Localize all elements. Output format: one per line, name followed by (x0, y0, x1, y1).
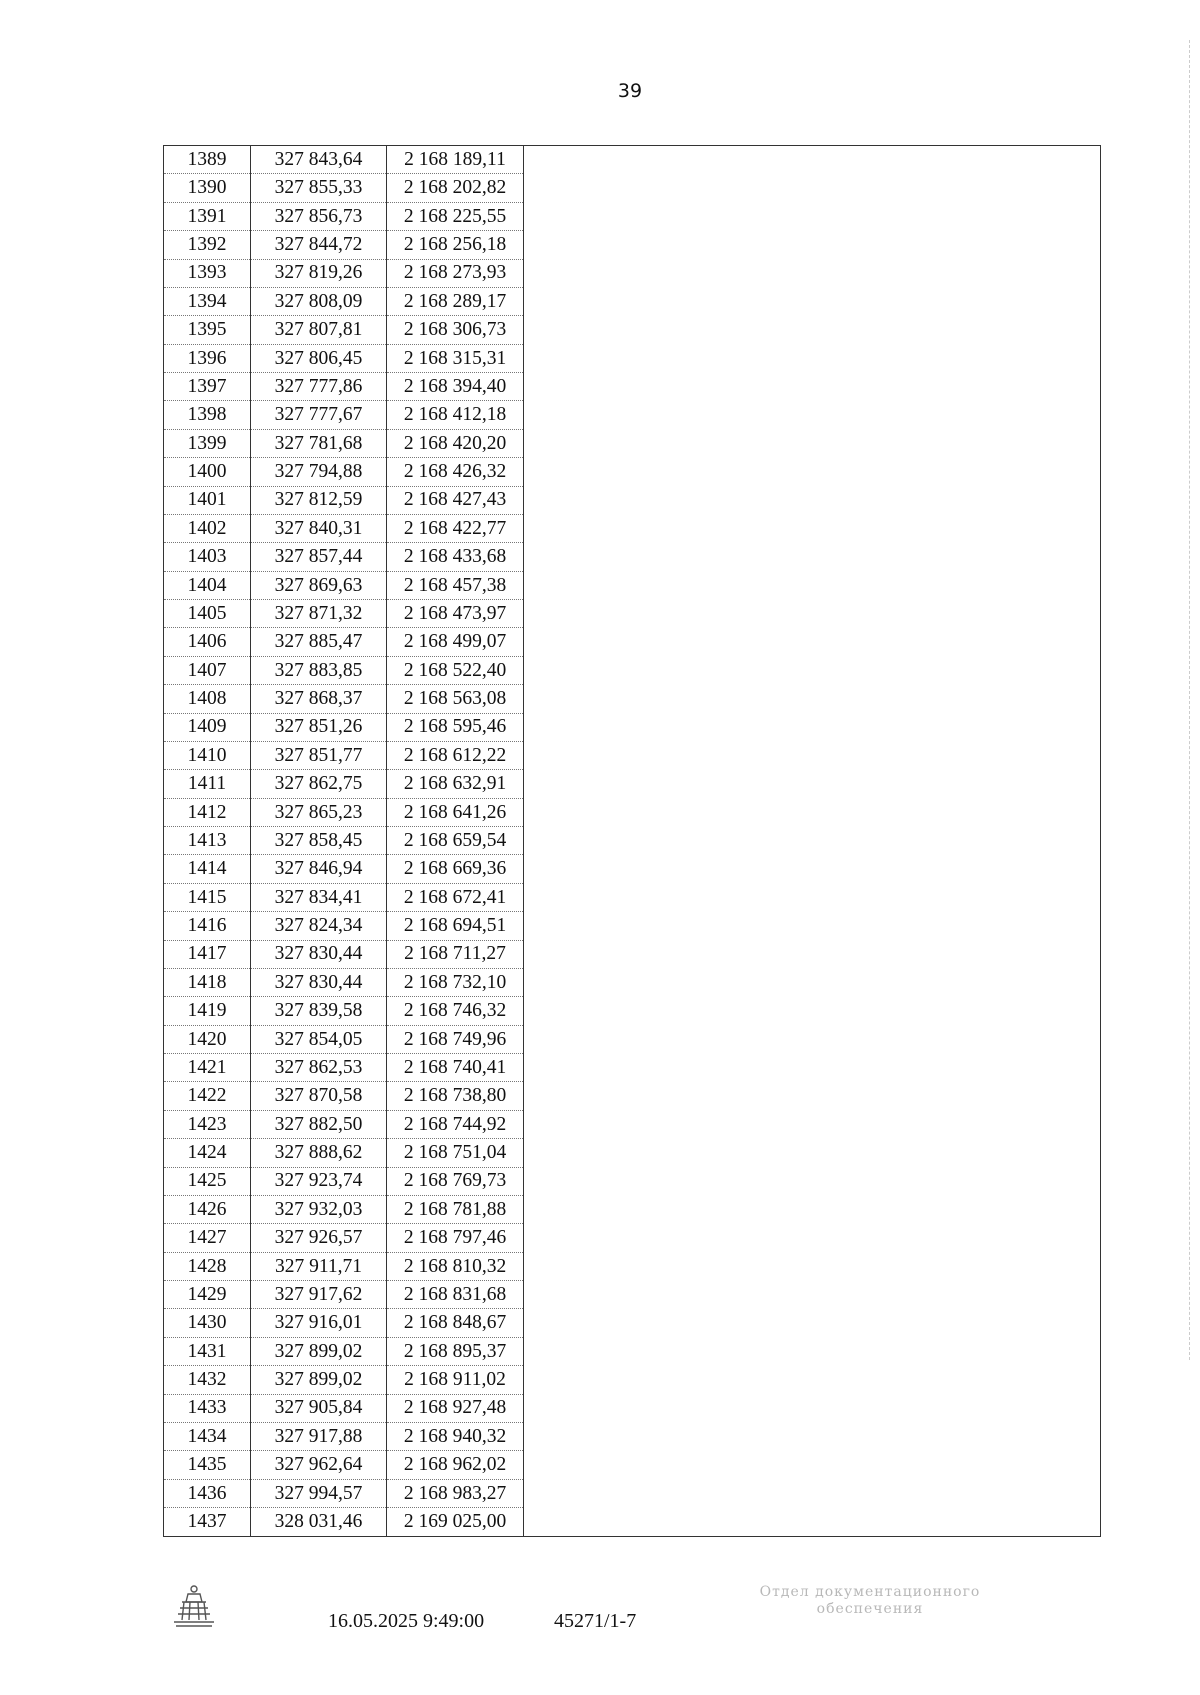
y-coordinate-cell: 2 168 962,02 (387, 1451, 524, 1479)
point-number-cell: 1424 (164, 1139, 251, 1167)
x-coordinate-cell: 327 777,67 (251, 401, 387, 429)
stamp-line-2: обеспечения (816, 1600, 924, 1617)
point-number-cell: 1420 (164, 1025, 251, 1053)
y-coordinate-cell: 2 168 315,31 (387, 344, 524, 372)
y-coordinate-cell: 2 168 732,10 (387, 968, 524, 996)
point-number-cell: 1417 (164, 940, 251, 968)
y-coordinate-cell: 2 168 256,18 (387, 231, 524, 259)
y-coordinate-cell: 2 168 433,68 (387, 543, 524, 571)
x-coordinate-cell: 327 862,53 (251, 1054, 387, 1082)
point-number-cell: 1418 (164, 968, 251, 996)
y-coordinate-cell: 2 168 669,36 (387, 855, 524, 883)
y-coordinate-cell: 2 168 202,82 (387, 174, 524, 202)
y-coordinate-cell: 2 168 895,37 (387, 1337, 524, 1365)
y-coordinate-cell: 2 168 831,68 (387, 1281, 524, 1309)
x-coordinate-cell: 327 899,02 (251, 1337, 387, 1365)
x-coordinate-cell: 327 962,64 (251, 1451, 387, 1479)
x-coordinate-cell: 327 854,05 (251, 1025, 387, 1053)
y-coordinate-cell: 2 168 522,40 (387, 656, 524, 684)
point-number-cell: 1422 (164, 1082, 251, 1110)
y-coordinate-cell: 2 168 694,51 (387, 912, 524, 940)
x-coordinate-cell: 327 806,45 (251, 344, 387, 372)
y-coordinate-cell: 2 168 457,38 (387, 571, 524, 599)
point-number-cell: 1421 (164, 1054, 251, 1082)
y-coordinate-cell: 2 168 426,32 (387, 458, 524, 486)
point-number-cell: 1426 (164, 1195, 251, 1223)
y-coordinate-cell: 2 168 632,91 (387, 770, 524, 798)
y-coordinate-cell: 2 168 746,32 (387, 997, 524, 1025)
x-coordinate-cell: 327 819,26 (251, 259, 387, 287)
x-coordinate-cell: 327 855,33 (251, 174, 387, 202)
x-coordinate-cell: 327 882,50 (251, 1110, 387, 1138)
point-number-cell: 1399 (164, 429, 251, 457)
x-coordinate-cell: 327 885,47 (251, 628, 387, 656)
x-coordinate-cell: 327 994,57 (251, 1479, 387, 1507)
footer-document-number: 45271/1-7 (554, 1610, 637, 1632)
point-number-cell: 1409 (164, 713, 251, 741)
y-coordinate-cell: 2 168 848,67 (387, 1309, 524, 1337)
y-coordinate-cell: 2 168 394,40 (387, 373, 524, 401)
x-coordinate-cell: 327 839,58 (251, 997, 387, 1025)
x-coordinate-cell: 327 871,32 (251, 600, 387, 628)
point-number-cell: 1411 (164, 770, 251, 798)
x-coordinate-cell: 327 840,31 (251, 514, 387, 542)
y-coordinate-cell: 2 168 273,93 (387, 259, 524, 287)
table-row (164, 146, 1101, 174)
x-coordinate-cell: 327 807,81 (251, 316, 387, 344)
y-coordinate-cell: 2 168 740,41 (387, 1054, 524, 1082)
point-number-cell: 1428 (164, 1252, 251, 1280)
point-number-cell: 1389 (164, 146, 251, 174)
y-coordinate-cell: 2 168 412,18 (387, 401, 524, 429)
point-number-cell: 1404 (164, 571, 251, 599)
x-coordinate-cell: 327 844,72 (251, 231, 387, 259)
point-number-cell: 1393 (164, 259, 251, 287)
x-coordinate-cell: 327 932,03 (251, 1195, 387, 1223)
x-coordinate-cell: 327 888,62 (251, 1139, 387, 1167)
emblem-logo (170, 1582, 218, 1628)
x-coordinate-cell: 327 926,57 (251, 1224, 387, 1252)
y-coordinate-cell: 2 168 473,97 (387, 600, 524, 628)
y-coordinate-cell: 2 168 781,88 (387, 1195, 524, 1223)
x-coordinate-cell: 327 824,34 (251, 912, 387, 940)
y-coordinate-cell: 2 168 744,92 (387, 1110, 524, 1138)
point-number-cell: 1406 (164, 628, 251, 656)
point-number-cell: 1398 (164, 401, 251, 429)
x-coordinate-cell: 327 834,41 (251, 883, 387, 911)
coordinates-table (163, 145, 1101, 1537)
x-coordinate-cell: 327 862,75 (251, 770, 387, 798)
y-coordinate-cell: 2 168 738,80 (387, 1082, 524, 1110)
x-coordinate-cell: 327 808,09 (251, 287, 387, 315)
x-coordinate-cell: 327 870,58 (251, 1082, 387, 1110)
x-coordinate-cell: 327 923,74 (251, 1167, 387, 1195)
point-number-cell: 1415 (164, 883, 251, 911)
x-coordinate-cell: 327 899,02 (251, 1366, 387, 1394)
scan-edge-marks (1189, 40, 1196, 1360)
y-coordinate-cell: 2 168 749,96 (387, 1025, 524, 1053)
y-coordinate-cell: 2 168 612,22 (387, 741, 524, 769)
x-coordinate-cell: 327 916,01 (251, 1309, 387, 1337)
y-coordinate-cell: 2 168 641,26 (387, 798, 524, 826)
point-number-cell: 1437 (164, 1508, 251, 1537)
y-coordinate-cell: 2 168 672,41 (387, 883, 524, 911)
x-coordinate-cell: 327 857,44 (251, 543, 387, 571)
point-number-cell: 1400 (164, 458, 251, 486)
x-coordinate-cell: 327 917,62 (251, 1281, 387, 1309)
point-number-cell: 1394 (164, 287, 251, 315)
point-number-cell: 1413 (164, 827, 251, 855)
y-coordinate-cell: 2 168 420,20 (387, 429, 524, 457)
point-number-cell: 1410 (164, 741, 251, 769)
stamp-line-1: Отдел документационного (759, 1584, 981, 1600)
y-coordinate-cell: 2 168 911,02 (387, 1366, 524, 1394)
point-number-cell: 1395 (164, 316, 251, 344)
y-coordinate-cell: 2 168 427,43 (387, 486, 524, 514)
point-number-cell: 1425 (164, 1167, 251, 1195)
y-coordinate-cell: 2 168 927,48 (387, 1394, 524, 1422)
page-number: 39 (617, 80, 643, 102)
y-coordinate-cell: 2 168 306,73 (387, 316, 524, 344)
x-coordinate-cell: 327 869,63 (251, 571, 387, 599)
x-coordinate-cell: 327 851,77 (251, 741, 387, 769)
point-number-cell: 1431 (164, 1337, 251, 1365)
y-coordinate-cell: 2 168 940,32 (387, 1422, 524, 1450)
x-coordinate-cell: 327 812,59 (251, 486, 387, 514)
y-coordinate-cell: 2 168 563,08 (387, 685, 524, 713)
empty-column (524, 146, 1101, 1537)
y-coordinate-cell: 2 168 289,17 (387, 287, 524, 315)
point-number-cell: 1401 (164, 486, 251, 514)
point-number-cell: 1416 (164, 912, 251, 940)
y-coordinate-cell: 2 168 797,46 (387, 1224, 524, 1252)
x-coordinate-cell: 327 777,86 (251, 373, 387, 401)
department-stamp (720, 1584, 1020, 1618)
point-number-cell: 1392 (164, 231, 251, 259)
point-number-cell: 1408 (164, 685, 251, 713)
x-coordinate-cell: 327 865,23 (251, 798, 387, 826)
y-coordinate-cell: 2 168 711,27 (387, 940, 524, 968)
point-number-cell: 1429 (164, 1281, 251, 1309)
point-number-cell: 1407 (164, 656, 251, 684)
y-coordinate-cell: 2 168 751,04 (387, 1139, 524, 1167)
y-coordinate-cell: 2 168 810,32 (387, 1252, 524, 1280)
x-coordinate-cell: 328 031,46 (251, 1508, 387, 1537)
x-coordinate-cell: 327 868,37 (251, 685, 387, 713)
point-number-cell: 1391 (164, 202, 251, 230)
point-number-cell: 1412 (164, 798, 251, 826)
y-coordinate-cell: 2 168 983,27 (387, 1479, 524, 1507)
point-number-cell: 1390 (164, 174, 251, 202)
x-coordinate-cell: 327 846,94 (251, 855, 387, 883)
footer-datetime: 16.05.2025 9:49:00 (328, 1610, 485, 1632)
y-coordinate-cell: 2 168 499,07 (387, 628, 524, 656)
y-coordinate-cell: 2 168 659,54 (387, 827, 524, 855)
x-coordinate-cell: 327 851,26 (251, 713, 387, 741)
y-coordinate-cell: 2 168 189,11 (387, 146, 524, 174)
point-number-cell: 1435 (164, 1451, 251, 1479)
x-coordinate-cell: 327 883,85 (251, 656, 387, 684)
point-number-cell: 1436 (164, 1479, 251, 1507)
y-coordinate-cell: 2 168 769,73 (387, 1167, 524, 1195)
point-number-cell: 1403 (164, 543, 251, 571)
point-number-cell: 1427 (164, 1224, 251, 1252)
x-coordinate-cell: 327 830,44 (251, 968, 387, 996)
x-coordinate-cell: 327 917,88 (251, 1422, 387, 1450)
point-number-cell: 1433 (164, 1394, 251, 1422)
point-number-cell: 1430 (164, 1309, 251, 1337)
x-coordinate-cell: 327 794,88 (251, 458, 387, 486)
point-number-cell: 1432 (164, 1366, 251, 1394)
point-number-cell: 1405 (164, 600, 251, 628)
point-number-cell: 1423 (164, 1110, 251, 1138)
point-number-cell: 1434 (164, 1422, 251, 1450)
point-number-cell: 1419 (164, 997, 251, 1025)
coordinates-table-body (164, 146, 1101, 1537)
point-number-cell: 1397 (164, 373, 251, 401)
point-number-cell: 1402 (164, 514, 251, 542)
x-coordinate-cell: 327 858,45 (251, 827, 387, 855)
y-coordinate-cell: 2 169 025,00 (387, 1508, 524, 1537)
y-coordinate-cell: 2 168 225,55 (387, 202, 524, 230)
x-coordinate-cell: 327 905,84 (251, 1394, 387, 1422)
x-coordinate-cell: 327 843,64 (251, 146, 387, 174)
x-coordinate-cell: 327 830,44 (251, 940, 387, 968)
x-coordinate-cell: 327 781,68 (251, 429, 387, 457)
x-coordinate-cell: 327 911,71 (251, 1252, 387, 1280)
x-coordinate-cell: 327 856,73 (251, 202, 387, 230)
point-number-cell: 1414 (164, 855, 251, 883)
point-number-cell: 1396 (164, 344, 251, 372)
y-coordinate-cell: 2 168 422,77 (387, 514, 524, 542)
y-coordinate-cell: 2 168 595,46 (387, 713, 524, 741)
